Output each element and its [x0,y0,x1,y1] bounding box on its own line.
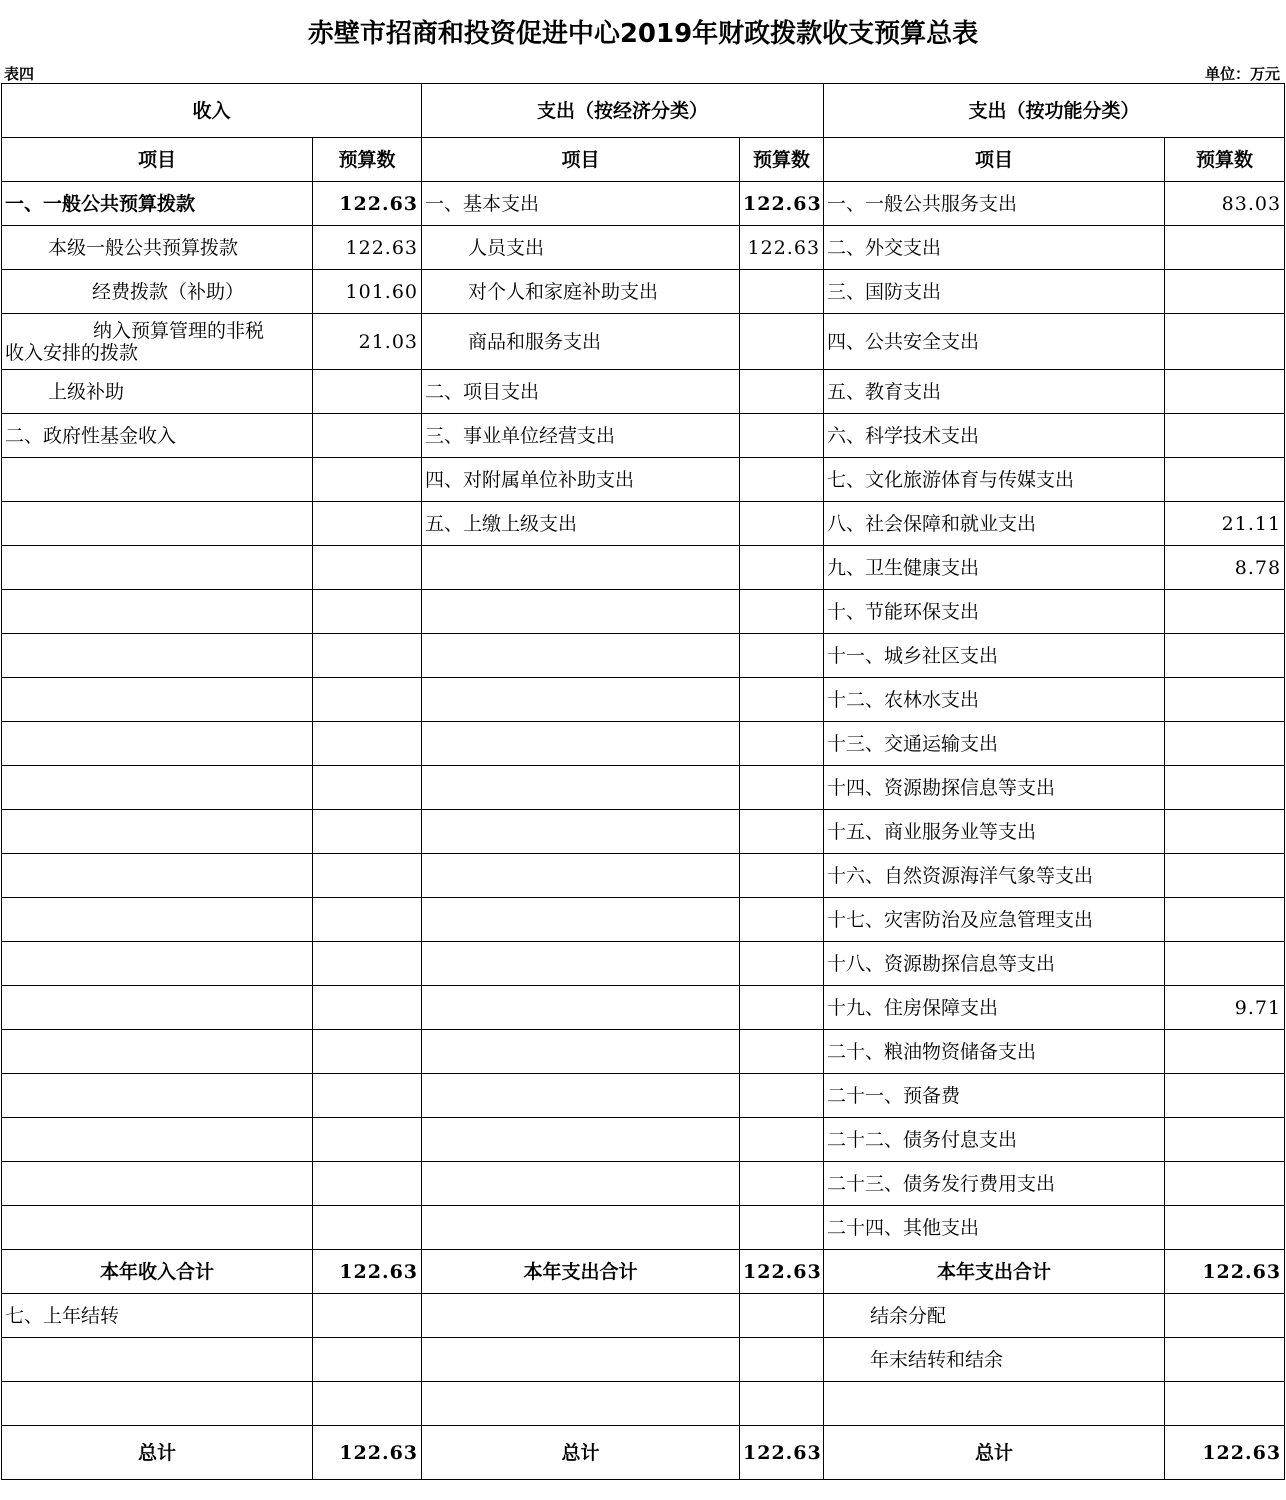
col-budget: 预算数 [313,138,422,182]
func-surplus-allocation: 结余分配 [824,1294,1165,1338]
func-value [1165,678,1285,722]
func-item: 七、文化旅游体育与传媒支出 [824,458,1165,502]
func-item: 十七、灾害防治及应急管理支出 [824,898,1165,942]
unit-label: 单位：万元 [1204,65,1280,83]
econ-value [740,414,824,458]
econ-item: 四、对附属单位补助支出 [422,458,740,502]
func-value [1165,458,1285,502]
func-item: 六、科学技术支出 [824,414,1165,458]
func-value [1165,370,1285,414]
income-item [2,314,313,370]
func-item: 二十四、其他支出 [824,1206,1165,1250]
income-item: 二、政府性基金收入 [2,414,313,458]
func-item: 十六、自然资源海洋气象等支出 [824,854,1165,898]
econ-value [740,270,824,314]
sheet-label: 表四 [4,65,35,83]
income-item: 本级一般公共预算拨款 [2,226,313,270]
func-value: 8.78 [1165,546,1285,590]
func-item: 九、卫生健康支出 [824,546,1165,590]
func-item: 十五、商业服务业等支出 [824,810,1165,854]
income-grand-total-label: 总计 [2,1426,313,1480]
col-item: 项目 [824,138,1165,182]
income-grand-total-value: 122.63 [313,1426,422,1480]
econ-value: 122.63 [740,182,824,226]
income-year-total-label: 本年收入合计 [2,1250,313,1294]
econ-value [740,458,824,502]
econ-value [740,502,824,546]
func-header: 支出（按功能分类） [824,84,1285,138]
func-yearend-balance: 年末结转和结余 [824,1338,1165,1382]
econ-item: 一、基本支出 [422,182,740,226]
func-item: 十三、交通运输支出 [824,722,1165,766]
func-value [1165,942,1285,986]
func-value [1165,634,1285,678]
econ-item: 三、事业单位经营支出 [422,414,740,458]
func-item: 二十三、债务发行费用支出 [824,1162,1165,1206]
income-value [313,370,422,414]
econ-item: 二、项目支出 [422,370,740,414]
func-grand-total-label: 总计 [824,1426,1165,1480]
func-value [1165,898,1285,942]
income-item [2,502,313,546]
income-value: 122.63 [313,226,422,270]
func-value [1165,722,1285,766]
func-value [1165,314,1285,370]
income-value [313,502,422,546]
func-value [1165,810,1285,854]
func-value [1165,1206,1285,1250]
col-budget: 预算数 [1165,138,1285,182]
income-item: 经费拨款（补助） [2,270,313,314]
income-value: 122.63 [313,182,422,226]
func-item: 八、社会保障和就业支出 [824,502,1165,546]
func-value: 21.11 [1165,502,1285,546]
income-item: 一、一般公共预算拨款 [2,182,313,226]
econ-value [740,370,824,414]
func-value [1165,1074,1285,1118]
income-item-line2: 收入安排的拨款 [5,341,139,364]
func-grand-total-value: 122.63 [1165,1426,1285,1480]
income-value: 101.60 [313,270,422,314]
income-value [313,414,422,458]
func-value: 9.71 [1165,986,1285,1030]
econ-item: 五、上缴上级支出 [422,502,740,546]
econ-year-total-value: 122.63 [740,1250,824,1294]
func-value [1165,766,1285,810]
col-budget: 预算数 [740,138,824,182]
col-item: 项目 [2,138,313,182]
budget-table [1,83,1285,1480]
econ-year-total-label: 本年支出合计 [422,1250,740,1294]
func-item: 十四、资源勘探信息等支出 [824,766,1165,810]
econ-item: 人员支出 [422,226,740,270]
func-item: 十八、资源勘探信息等支出 [824,942,1165,986]
func-item: 二十一、预备费 [824,1074,1165,1118]
income-year-total-value: 122.63 [313,1250,422,1294]
page-title: 赤壁市招商和投资促进中心2019年财政拨款收支预算总表 [307,19,979,49]
econ-header: 支出（按经济分类） [422,84,824,138]
econ-item: 对个人和家庭补助支出 [422,270,740,314]
income-header: 收入 [2,84,422,138]
func-value [1165,1162,1285,1206]
func-year-total-label: 本年支出合计 [824,1250,1165,1294]
func-item: 三、国防支出 [824,270,1165,314]
econ-grand-total-value: 122.63 [740,1426,824,1480]
econ-grand-total-label: 总计 [422,1426,740,1480]
func-value [1165,854,1285,898]
func-value [1165,226,1285,270]
income-value: 21.03 [313,314,422,370]
income-carryover: 七、上年结转 [2,1294,313,1338]
income-item [2,458,313,502]
col-item: 项目 [422,138,740,182]
func-item: 十九、住房保障支出 [824,986,1165,1030]
func-value [1165,1118,1285,1162]
func-value [1165,414,1285,458]
func-item: 二十、粮油物资储备支出 [824,1030,1165,1074]
econ-item: 商品和服务支出 [422,314,740,370]
func-item: 十、节能环保支出 [824,590,1165,634]
func-item: 二十二、债务付息支出 [824,1118,1165,1162]
func-item: 四、公共安全支出 [824,314,1165,370]
func-item: 五、教育支出 [824,370,1165,414]
income-item: 上级补助 [2,370,313,414]
func-item: 二、外交支出 [824,226,1165,270]
func-value [1165,1030,1285,1074]
func-value: 83.03 [1165,182,1285,226]
func-year-total-value: 122.63 [1165,1250,1285,1294]
income-value [313,458,422,502]
econ-value [740,314,824,370]
econ-value: 122.63 [740,226,824,270]
income-item-line1: 纳入预算管理的非税 [93,319,265,342]
func-value [1165,590,1285,634]
func-item: 十二、农林水支出 [824,678,1165,722]
func-item: 十一、城乡社区支出 [824,634,1165,678]
func-item: 一、一般公共服务支出 [824,182,1165,226]
func-value [1165,270,1285,314]
